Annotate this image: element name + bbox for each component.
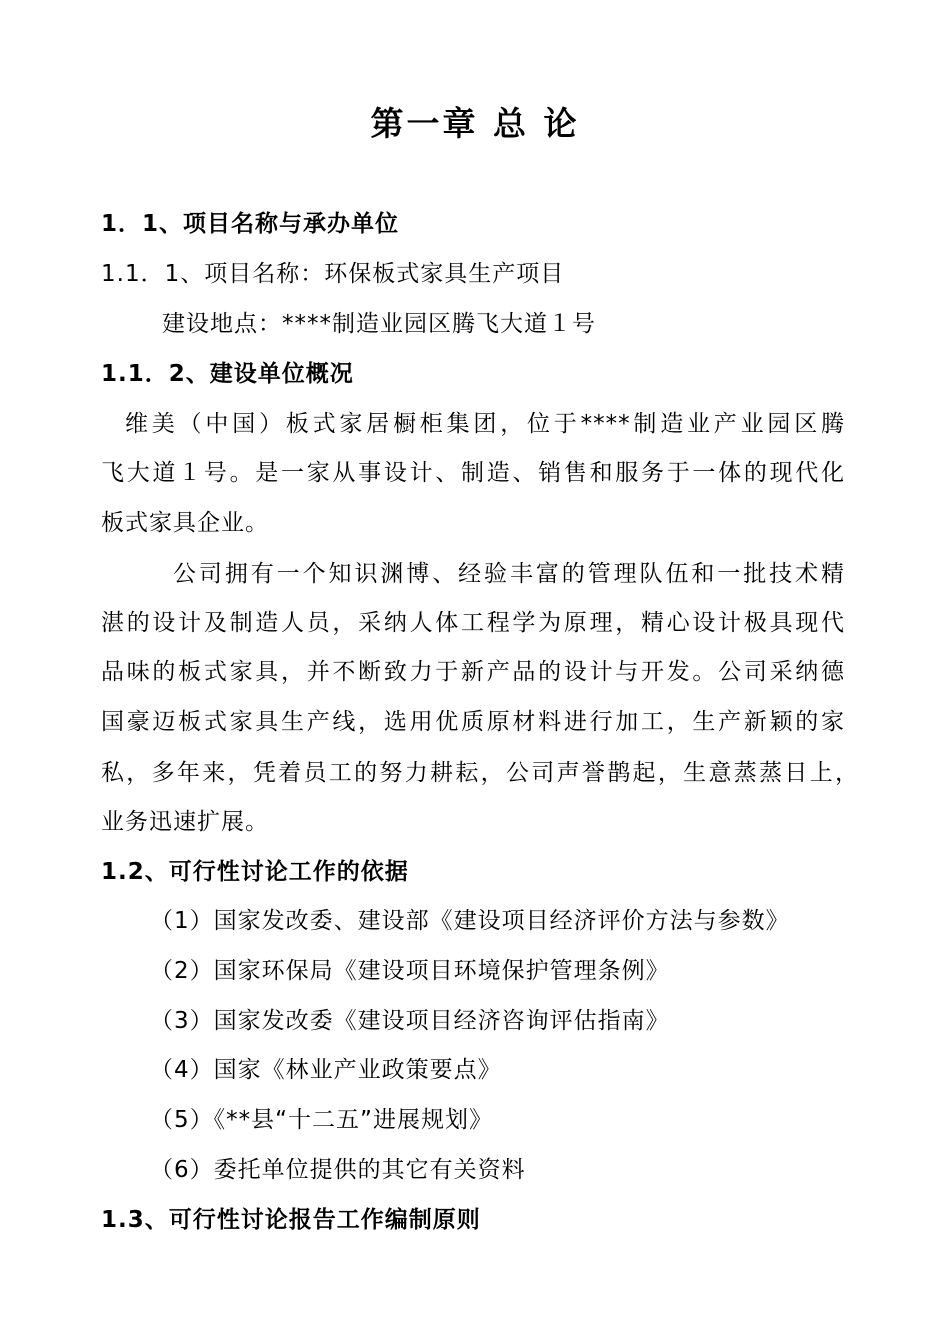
section-heading-1-3: 1.3、可行性讨论报告工作编制原则 [101,1207,481,1233]
section-heading-1-1-2: 1.1．2、建设单位概况 [101,361,354,387]
basis-item-5: （5）《**县“十二五”进展规划》 [150,1107,493,1133]
section-heading-1-2: 1.2、可行性讨论工作的依据 [101,859,409,885]
company-overview-line-3: 板式家具企业。 [101,510,269,536]
section-heading-1-1: 1．1、项目名称与承办单位 [101,211,400,237]
company-detail-line-4: 国豪迈板式家具生产线，选用优质原材料进行加工，生产新颖的家 [101,709,845,735]
basis-item-1: （1）国家发改委、建设部《建设项目经济评价方法与参数》 [150,908,790,934]
basis-item-3: （3）国家发改委《建设项目经济咨询评估指南》 [150,1008,670,1034]
basis-item-2: （2）国家环保局《建设项目环境保护管理条例》 [150,958,670,984]
basis-item-6: （6）委托单位提供的其它有关资料 [150,1157,526,1183]
company-detail-line-2: 湛的设计及制造人员，采纳人体工程学为原理，精心设计极具现代 [101,610,845,636]
company-overview-line-2: 飞大道１号。是一家从事设计、制造、销售和服务于一体的现代化 [101,460,845,486]
company-overview-line-1: 维美（中国）板式家居橱柜集团，位于****制造业产业园区腾 [125,411,845,437]
company-detail-line-1: 公司拥有一个知识渊博、经验丰富的管理队伍和一批技术精 [173,561,845,587]
company-detail-line-6: 业务迅速扩展。 [101,809,269,835]
basis-item-4: （4）国家《林业产业政策要点》 [150,1057,502,1083]
company-detail-line-5: 私，多年来，凭着员工的努力耕耘，公司声誉鹊起，生意蒸蒸日上， [101,760,859,786]
chapter-title: 第一章 总 论 [370,104,580,143]
project-name-line: 1.1．1、项目名称：环保板式家具生产项目 [101,261,565,287]
company-detail-line-3: 品味的板式家具，并不断致力于新产品的设计与开发。公司采纳德 [101,659,845,685]
project-location-line: 建设地点：****制造业园区腾飞大道１号 [162,311,596,337]
